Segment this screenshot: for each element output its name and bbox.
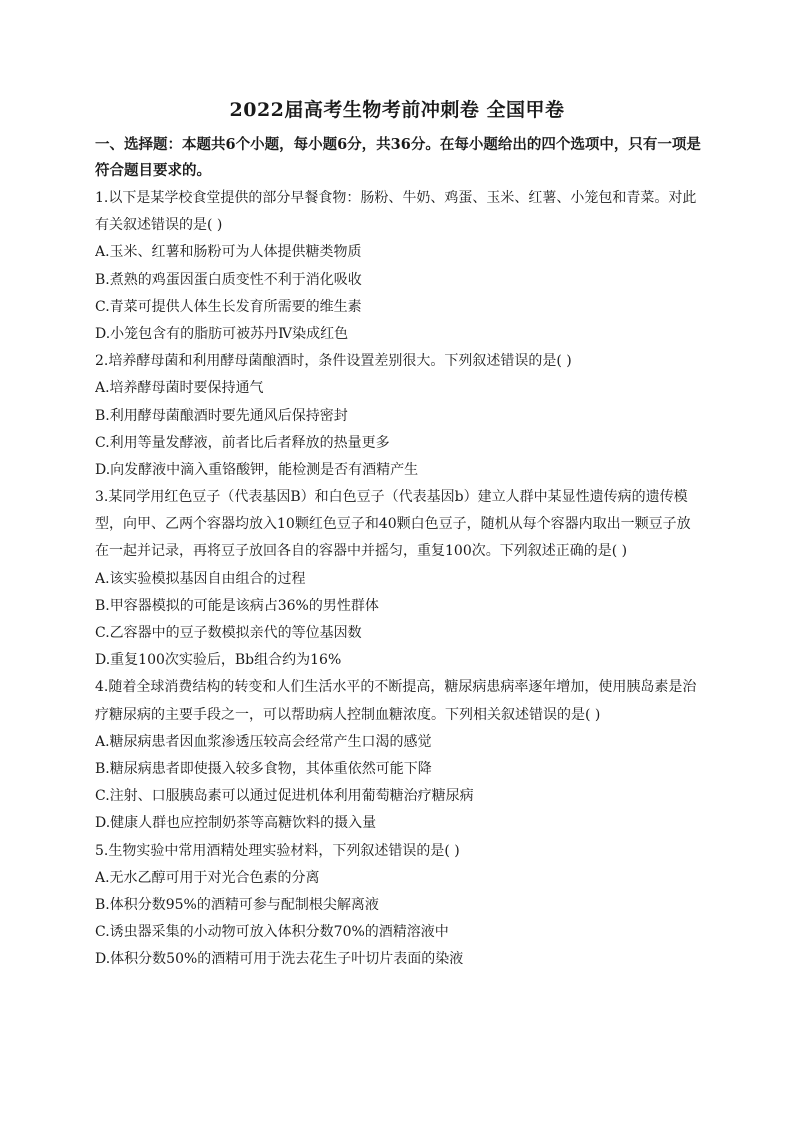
question-3 bbox=[95, 484, 707, 674]
option-c: C.诱虫器采集的小动物可放入体积分数70%的酒精溶液中 bbox=[95, 924, 449, 941]
option-a: A.该实验模拟基因自由组合的过程 bbox=[95, 570, 306, 587]
question-5 bbox=[95, 838, 707, 974]
option-a: A.玉米、红薯和肠粉可为人体提供糖类物质 bbox=[95, 244, 362, 261]
question-stem-line: 在一起并记录，再将豆子放回各自的容器中并摇匀，重复100次。下列叙述正确的是( ) bbox=[95, 543, 628, 560]
option-d: D.小笼包含有的脂肪可被苏丹Ⅳ染成红色 bbox=[95, 325, 349, 342]
option-b: B.煮熟的鸡蛋因蛋白质变性不利于消化吸收 bbox=[95, 271, 362, 288]
question-2 bbox=[95, 348, 707, 484]
option-b: B.糖尿病患者即使摄入较多食物，其体重依然可能下降 bbox=[95, 760, 432, 777]
section-heading bbox=[95, 132, 705, 184]
question-4 bbox=[95, 674, 707, 837]
option-c: C.乙容器中的豆子数模拟亲代的等位基因数 bbox=[95, 625, 362, 641]
question-1 bbox=[95, 185, 707, 348]
section-heading-line-2: 符合题目要求的。 bbox=[95, 162, 211, 179]
question-stem-line: 有关叙述错误的是( ) bbox=[95, 217, 223, 234]
option-b: B.利用酵母菌酿酒时要先通风后保持密封 bbox=[95, 407, 348, 424]
page-title: 2022届高考生物考前冲刺卷 全国甲卷 bbox=[229, 99, 565, 121]
question-stem-line: 1.以下是某学校食堂提供的部分早餐食物：肠粉、牛奶、鸡蛋、玉米、红薯、小笼包和青菜。对此 bbox=[95, 190, 697, 206]
option-a: A.糖尿病患者因血浆渗透压较高会经常产生口渴的感觉 bbox=[95, 733, 432, 750]
question-stem-line: 型，向甲、乙两个容器均放入10颗红色豆子和40颗白色豆子，随机从每个容器内取出一颗豆子放 bbox=[95, 516, 691, 533]
option-b: B.甲容器模拟的可能是该病占36%的男性群体 bbox=[95, 597, 379, 614]
question-stem-line: 2.培养酵母菌和利用酵母菌酿酒时，条件设置差别很大。下列叙述错误的是( ) bbox=[95, 353, 572, 370]
option-d: D.向发酵液中滴入重铬酸钾，能检测是否有酒精产生 bbox=[95, 461, 419, 478]
option-d: D.健康人群也应控制奶茶等高糖饮料的摄入量 bbox=[95, 815, 377, 832]
option-a: A.培养酵母菌时要保持通气 bbox=[95, 380, 264, 397]
question-stem-line: 5.生物实验中常用酒精处理实验材料，下列叙述错误的是( ) bbox=[95, 842, 460, 859]
questions-list bbox=[95, 185, 707, 973]
option-c: C.注射、口服胰岛素可以通过促进机体利用葡萄糖治疗糖尿病 bbox=[95, 788, 474, 805]
option-c: C.青菜可提供人体生长发育所需要的维生素 bbox=[95, 298, 362, 315]
option-a: A.无水乙醇可用于对光合色素的分离 bbox=[95, 869, 320, 886]
option-b: B.体积分数95%的酒精可参与配制根尖解离液 bbox=[95, 896, 379, 913]
option-d: D.重复100次实验后，Bb组合约为16% bbox=[95, 652, 342, 669]
option-c: C.利用等量发酵液，前者比后者释放的热量更多 bbox=[95, 434, 390, 451]
question-stem-line: 4.随着全球消费结构的转变和人们生活水平的不断提高，糖尿病患病率逐年增加，使用胰岛素是治 bbox=[95, 679, 697, 696]
question-stem-line: 疗糖尿病的主要手段之一，可以帮助病人控制血糖浓度。下列相关叙述错误的是( ) bbox=[95, 706, 601, 723]
option-d: D.体积分数50%的酒精可用于洗去花生子叶切片表面的染液 bbox=[95, 951, 464, 968]
question-stem-line: 3.某同学用红色豆子（代表基因B）和白色豆子（代表基因b）建立人群中某显性遗传病的遗传模 bbox=[95, 489, 688, 506]
section-heading-line-1: 一、选择题：本题共6个小题，每小题6分，共36分。在每小题给出的四个选项中，只有一项是 bbox=[95, 136, 701, 153]
